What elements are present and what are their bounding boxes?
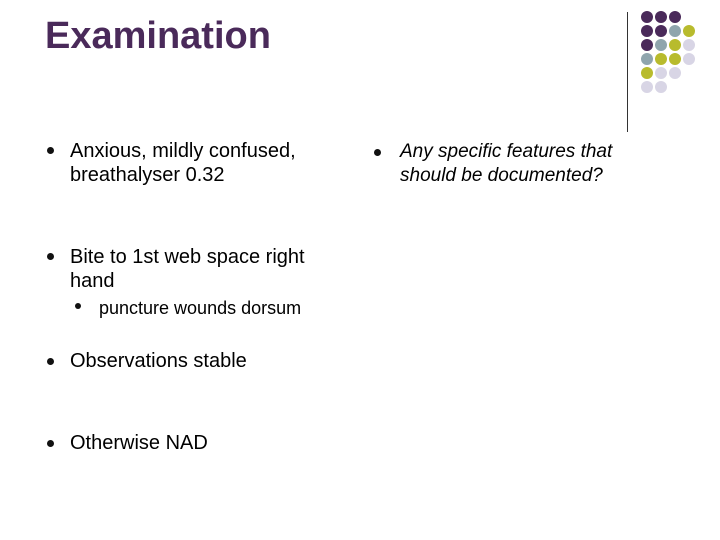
decorative-dot [683,39,695,51]
decorative-dot [655,39,667,51]
decorative-dot [641,25,653,37]
decorative-dot [655,25,667,37]
divider-line [627,12,628,132]
sub-bullet-item-wounds: puncture wounds dorsum [99,298,302,318]
bullet-item-observations: Observations stable [70,350,247,372]
decorative-dot [641,39,653,51]
decorative-dot [655,53,667,65]
decorative-dot [669,25,681,37]
bullet-item-question: Any specific features that should be documented? [400,141,613,186]
decorative-dot [669,11,681,23]
decorative-dot [669,39,681,51]
sub-bullet-icon [75,303,81,309]
slide-title: Examination [45,15,271,57]
bullet-icon [47,253,54,260]
decorative-dot [641,67,653,79]
bullet-icon [47,358,54,365]
bullet-icon [47,147,54,154]
bullet-icon [374,149,381,156]
decorative-dot [669,53,681,65]
decorative-dot [669,67,681,79]
decorative-dot-grid [641,11,711,117]
decorative-dot [655,67,667,79]
decorative-dot [683,53,695,65]
bullet-icon [47,440,54,447]
bullet-item-nad: Otherwise NAD [70,432,208,454]
bullet-item-symptoms: Anxious, mildly confused, breathalyser 0.32 [70,140,296,186]
decorative-dot [641,11,653,23]
bullet-item-bite: Bite to 1st web space right hand [70,246,305,292]
decorative-dot [655,81,667,93]
decorative-dot [655,11,667,23]
decorative-dot [683,25,695,37]
decorative-dot [641,53,653,65]
decorative-dot [641,81,653,93]
